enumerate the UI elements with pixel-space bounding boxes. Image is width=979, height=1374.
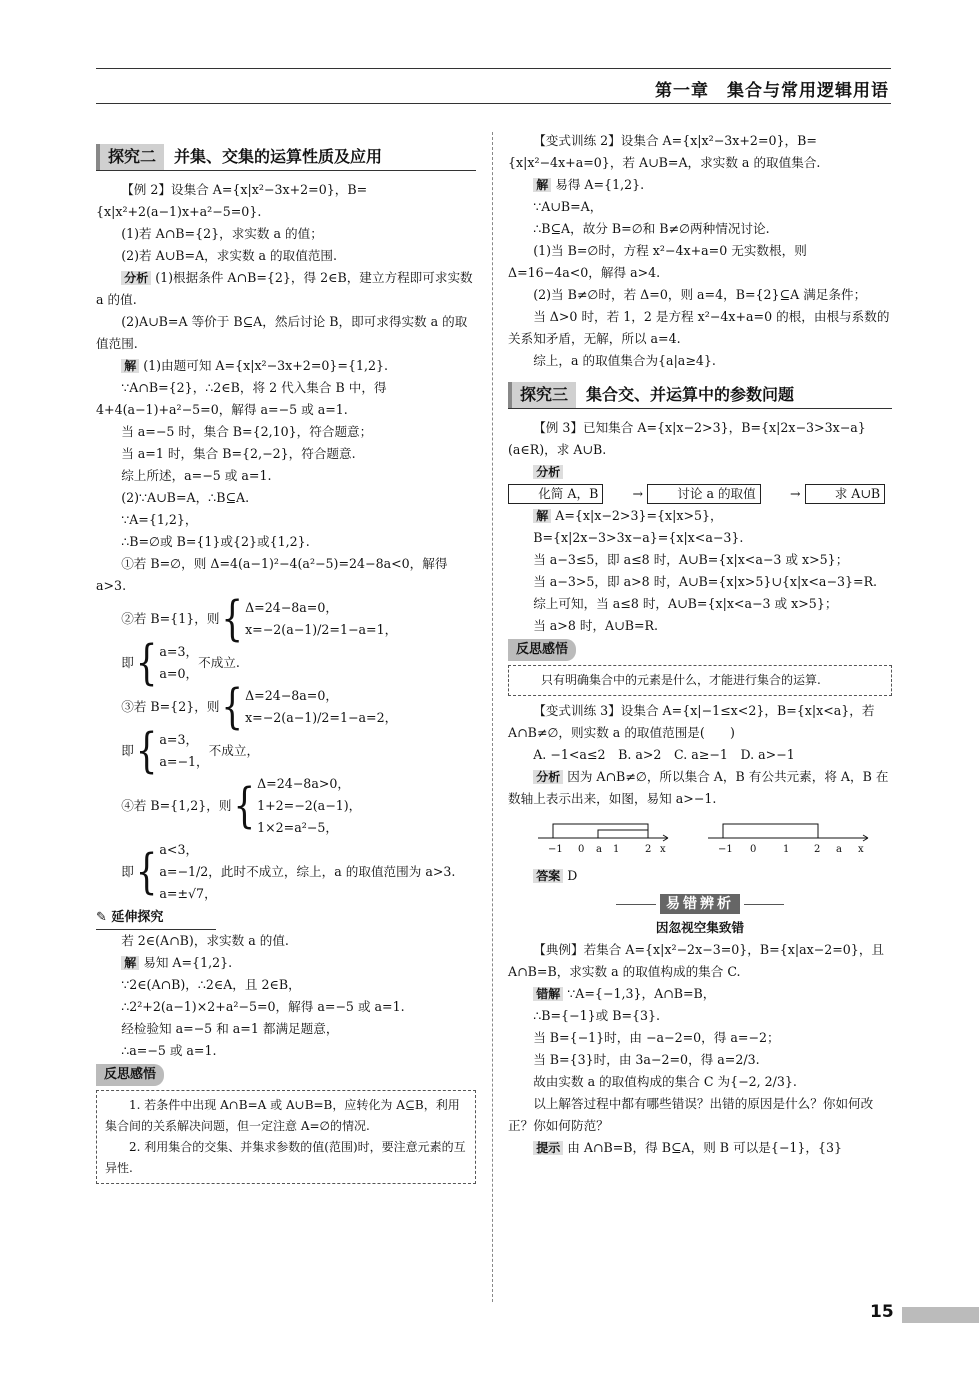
tick-label: a bbox=[596, 844, 602, 855]
text-line: (2)∵A∪B=A，∴B⊆A. bbox=[121, 490, 250, 505]
text-line: ∵A={1,2}， bbox=[121, 512, 198, 527]
q2: (2)若 A∪B=A，求实数 a 的取值范围. bbox=[121, 248, 338, 263]
tick-label: 2 bbox=[645, 844, 652, 855]
text-line: 当 a=1 时，集合 B={2,−2}，符合题意. bbox=[121, 446, 356, 461]
text-line: 综上，a 的取值集合为{a|a≥4}. bbox=[533, 353, 716, 368]
text-line: 综上所述，a=−5 或 a=1. bbox=[121, 468, 272, 483]
hint: 提示 由 A∩B=B，得 B⊆A，则 B 可以是{−1}，{3} bbox=[508, 1137, 892, 1159]
case-3: ③若 B={2}，则 { Δ=24−8a=0， x=−2(a−1)/2=1−a=2， bbox=[121, 679, 398, 735]
left-column bbox=[96, 140, 476, 1188]
flow-step-2: 讨论 a 的取值 bbox=[647, 484, 761, 504]
text-line: 当 B={3}时，由 3a−2=0，得 a=2/3. bbox=[533, 1052, 760, 1067]
section-tag: 探究三 bbox=[508, 382, 576, 408]
text-line: ∴B={−1}或 B={3}. bbox=[533, 1008, 661, 1023]
flow-step-1: 化简 A，B bbox=[508, 484, 603, 504]
text-line: 综上可知，当 a≤8 时，A∪B={x|x<a−3 或 x>5}； bbox=[533, 596, 838, 611]
text-line: ∴B=∅或 B={1}或{2}或{1,2}. bbox=[121, 534, 310, 549]
text-line: 当 a=−5 时，集合 B={2,10}，符合题意； bbox=[121, 424, 373, 439]
tick-label: 1 bbox=[613, 844, 620, 855]
reflection-box: 1. 若条件中出现 A∩B=A 或 A∪B=B，应转化为 A⊆B，利用集合间的关系解决问题，但一定注意 A=∅的情况. 2. 利用集合的交集、并集求参数的值(范围)时，要注意元素的互异性. bbox=[96, 1090, 476, 1184]
text-line: B={x|2x−3>3x−a}={x|x<a−3}. bbox=[533, 530, 744, 545]
analysis-label: 分析 bbox=[121, 271, 151, 285]
var3-analysis: 分析 因为 A∩B≠∅，所以集合 A，B 有公共元素，将 A，B 在数轴上表示出来，如图，易知 a>−1. bbox=[508, 769, 889, 806]
column-divider bbox=[492, 132, 493, 1302]
solution-label: 解 bbox=[121, 359, 139, 373]
example-2: 【例 2】设集合 A={x|x²−3x+2=0}，B={x|x²+2(a−1)x+a²−5=0}. bbox=[96, 182, 368, 219]
reflection-tag: 反思感悟 bbox=[508, 639, 576, 661]
var3-question: 【变式训练 3】设集合 A={x|−1≤x<2}，B={x|x<a}，若 A∩B≠∅，则实数 a 的取值范围是( ) bbox=[508, 703, 875, 740]
ext-line: 若 2∈(A∩B)，求实数 a 的值. bbox=[121, 933, 289, 948]
var2-sol: 解 易得 A={1,2}. bbox=[508, 174, 892, 196]
text-line: 当 B={−1}时，由 −a−2=0，得 a=−2； bbox=[533, 1030, 780, 1045]
section-header-2 bbox=[96, 144, 476, 171]
tick-label: −1 bbox=[718, 844, 733, 855]
text-line: ∴B⊆A，故分 B=∅和 B≠∅两种情况讨论. bbox=[533, 221, 770, 236]
case-4-result: 即 { a<3， a=−1/2，此时不成立，综上，a 的取值范围为 a>3. a=±√7， bbox=[121, 842, 456, 901]
ext-line: ∴a=−5 或 a=1. bbox=[121, 1043, 217, 1058]
case-4: ④若 B={1,2}，则 { Δ=24−8a>0， 1+2=−2(a−1)， 1×2=a²−5， bbox=[121, 776, 362, 835]
band-title: 易错辨析 bbox=[508, 893, 892, 915]
reflection-tag: 反思感悟 bbox=[96, 1064, 164, 1086]
tick-label: 0 bbox=[578, 844, 585, 855]
flow-step-3: 求 A∪B bbox=[805, 484, 886, 504]
section-title: 并集、交集的运算性质及应用 bbox=[174, 147, 383, 166]
case-3-result: 即 { a=3， a=−1， 不成立， bbox=[121, 723, 260, 779]
section-title: 集合交、并运算中的参数问题 bbox=[586, 385, 795, 404]
right-column bbox=[508, 130, 892, 1159]
text-line: ∵A∪B=A， bbox=[533, 199, 603, 214]
case-2: ②若 B={1}，则 { Δ=24−8a=0， x=−2(a−1)/2=1−a=1， bbox=[121, 591, 398, 647]
analysis-1: 分析 (1)根据条件 A∩B={2}，得 2∈B，建立方程即可求实数 a 的值. bbox=[96, 270, 473, 307]
typical-question: 【典例】若集合 A={x|x²−2x−3=0}，B={x|ax−2=0}，且 A∩B=B，求实数 a 的取值构成的集合 C. bbox=[508, 942, 885, 979]
tick-label: a bbox=[836, 844, 842, 855]
extension-title: ✎ 延伸探究 bbox=[96, 907, 216, 930]
var3-answer: 答案 D bbox=[508, 865, 892, 887]
text-line: ∵A∩B={2}，∴2∈B，将 2 代入集合 B 中，得 4+4(a−1)+a²−5=0，解得 a=−5 或 a=1. bbox=[96, 380, 387, 417]
text-line: 故由实数 a 的取值构成的集合 C 为{−2, 2/3}. bbox=[533, 1074, 797, 1089]
number-line-figure bbox=[508, 816, 892, 863]
tick-label: 1 bbox=[783, 844, 790, 855]
reflection-box: 只有明确集合中的元素是什么，才能进行集合的运算. bbox=[508, 665, 892, 696]
tick-label: 0 bbox=[750, 844, 757, 855]
page-number-bar bbox=[902, 1307, 979, 1323]
text-line: (1)当 B=∅时，方程 x²−4x+a=0 无实数根，则 Δ=16−4a<0，解得 a>4. bbox=[508, 243, 807, 280]
flow-chart: 化简 A，B → 讨论 a 的取值 → 求 A∪B bbox=[508, 483, 885, 505]
q1: (1)若 A∩B={2}，求实数 a 的值； bbox=[121, 226, 323, 241]
example-3: 【例 3】已知集合 A={x|x−2>3}，B={x|2x−3>3x−a}(a∈R)，求 A∪B. bbox=[508, 420, 866, 457]
case-2-result: 即 { a=3， a=0， 不成立. bbox=[121, 635, 240, 691]
text-line: 当 a−3>5，即 a>8 时，A∪B={x|x>5}∪{x|x<a−3}=R. bbox=[533, 574, 878, 589]
text-line: ①若 B=∅，则 Δ=4(a−1)²−4(a²−5)=24−8a<0，解得 a>3. bbox=[96, 556, 448, 593]
text-line: 当 a>8 时，A∪B=R. bbox=[533, 618, 658, 633]
var2-question: 【变式训练 2】设集合 A={x|x²−3x+2=0}，B={x|x²−4x+a=0}，若 A∪B=A，求实数 a 的取值集合. bbox=[508, 133, 821, 170]
text-line: 以上解答过程中都有哪些错误？出错的原因是什么？你如何改正？你如何防范？ bbox=[508, 1096, 874, 1133]
ext-line: 解 易知 A={1,2}. bbox=[96, 952, 476, 974]
var3-options: A. −1<a≤2 B. a>2 C. a≥−1 D. a>−1 bbox=[533, 747, 795, 762]
wrong-solution: 错解 ∵A={−1,3}，A∩B=B， bbox=[508, 983, 892, 1005]
solution-label: 解 bbox=[121, 956, 139, 970]
ext-line: 经检验知 a=−5 和 a=1 都满足题意， bbox=[121, 1021, 339, 1036]
ext-line: ∴2²+2(a−1)×2+a²−5=0，解得 a=−5 或 a=1. bbox=[121, 999, 405, 1014]
section-header-3 bbox=[508, 382, 892, 409]
header-rule-bottom bbox=[96, 103, 891, 104]
ex3-sol: 解 A={x|x−2>3}={x|x>5}， bbox=[508, 505, 892, 527]
number-lines bbox=[508, 816, 888, 856]
flow: 分析 化简 A，B → 讨论 a 的取值 → 求 A∪B bbox=[508, 461, 892, 505]
band-subtitle: 因忽视空集致错 bbox=[655, 920, 745, 935]
solution-1: 解 (1)由题可知 A={x|x²−3x+2=0}={1,2}. bbox=[96, 355, 476, 377]
text-line: (2)当 B≠∅时，若 Δ=0，则 a=4，B={2}⊆A 满足条件； bbox=[533, 287, 867, 302]
page-number: 15 bbox=[870, 1302, 894, 1322]
text-line: 当 Δ>0 时，若 1，2 是方程 x²−4x+a=0 的根，由根与系数的关系知矛盾，无解，所以 a=4. bbox=[508, 309, 890, 346]
section-tag: 探究二 bbox=[96, 144, 164, 170]
ext-line: ∵2∈(A∩B)，∴2∈A，且 2∈B， bbox=[121, 977, 301, 992]
tick-label: x bbox=[660, 844, 666, 855]
analysis-2: (2)A∪B=A 等价于 B⊆A，然后讨论 B，即可求得实数 a 的取值范围. bbox=[96, 314, 468, 351]
tick-label: 2 bbox=[814, 844, 821, 855]
text-line: 当 a−3≤5，即 a≤8 时，A∪B={x|x<a−3 或 x>5}； bbox=[533, 552, 849, 567]
chapter-title: 第一章 集合与常用逻辑用语 bbox=[655, 81, 889, 101]
tick-label: x bbox=[858, 844, 864, 855]
tick-label: −1 bbox=[548, 844, 563, 855]
header-rule-top bbox=[96, 68, 891, 69]
